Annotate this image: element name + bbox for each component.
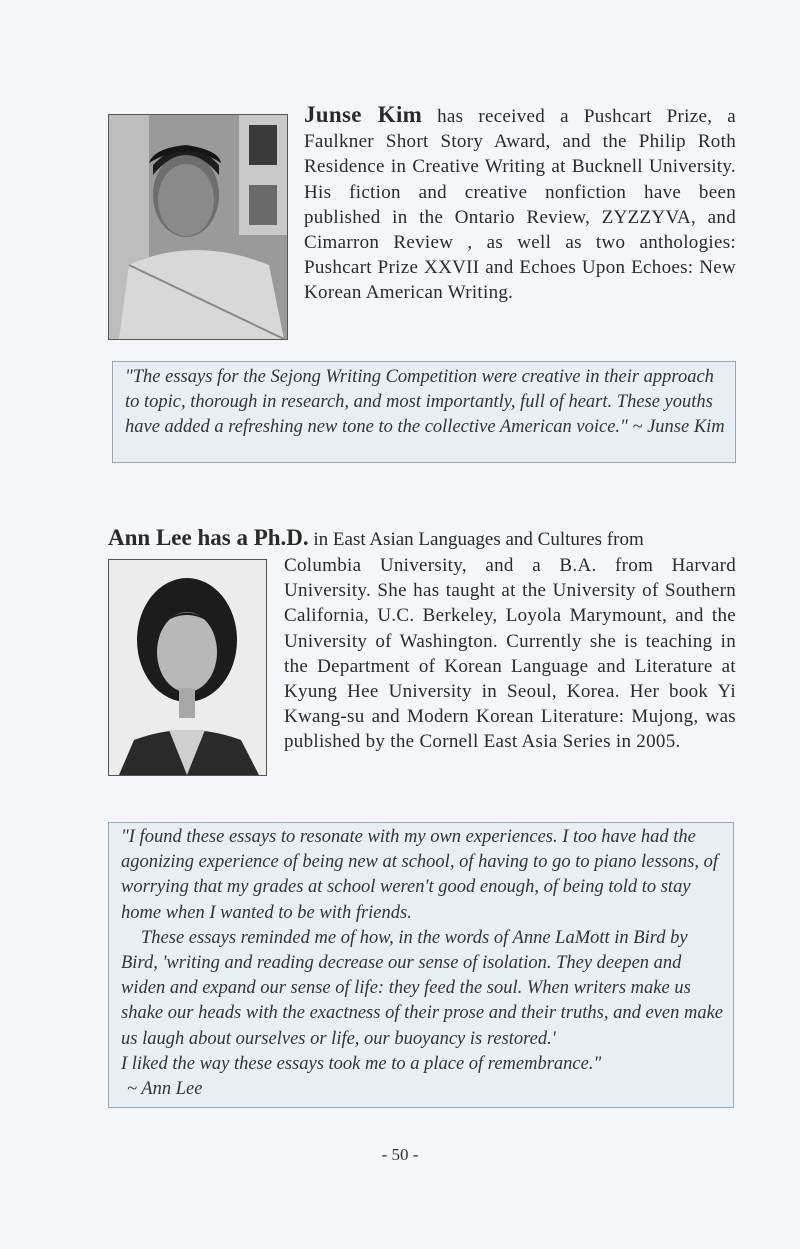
ann-lee-name: Ann Lee has a Ph.D. bbox=[108, 525, 309, 550]
ann-lee-bio bbox=[284, 553, 736, 755]
junse-kim-bio-text: has received a Pushcart Prize, a Faulkner Short Story Award, and the Philip Roth Residence in Creative Writing at Bucknell University. His fiction and creative nonfiction have been published in the Ontario Review, ZYZZYVA, and Cimarron Review , as well as two anthologies: Pushcart Prize XXVII and Echoes Upon Echoes: New Korean American Writing. bbox=[304, 106, 736, 304]
ann-lee-quote-paragraph-3: I liked the way these essays took me to a place of remembrance." bbox=[121, 1053, 602, 1074]
ann-lee-quote-paragraph-1: "I found these essays to resonate with my own experiences. I too have had the agonizing experience of being new at school, of having to go to piano lessons, of worrying that my grades at school weren't good enough, of being told to stay home when I wanted to be with friends. bbox=[121, 827, 719, 923]
junse-kim-bio bbox=[304, 102, 736, 306]
ann-lee-photo bbox=[108, 559, 267, 776]
junse-kim-quote-text: "The essays for the Sejong Writing Competition were creative in their approach to topic, thorough in research, and most importantly, full of heart. These youths have added a refreshing new tone to the collective American voice." ~ Junse Kim bbox=[125, 367, 725, 437]
ann-lee-quote-paragraph-2: These essays reminded me of how, in the words of Anne LaMott in Bird by Bird, 'writing and reading decrease our sense of isolation. They deepen and widen and expand our sense of life: they feed the soul. When writers make us shake our heads with the exactness of their prose and their truths, and even make us laugh about ourselves or life, our buoyancy is restored.' bbox=[121, 927, 723, 1049]
page-number: - 50 - bbox=[381, 1145, 419, 1164]
junse-kim-name: Junse Kim bbox=[304, 102, 423, 127]
ann-lee-quote-box bbox=[108, 822, 734, 1108]
ann-lee-bio-text: Columbia University, and a B.A. from Harvard University. She has taught at the University of Southern California, U.C. Berkeley, Loyola Marymount, and the University of Washington. Currently she is teaching in the Department of Korean Language and Literature at Kyung Hee University in Seoul, Korea. Her book Yi Kwang-su and Modern Korean Literature: Mujong, was published by the Cornell East Asia Series in 2005. bbox=[284, 555, 736, 753]
ann-lee-bio-heading-line bbox=[108, 525, 736, 553]
ann-lee-bio-first-line: in East Asian Languages and Cultures from bbox=[313, 529, 644, 550]
junse-kim-photo bbox=[108, 114, 288, 340]
ann-lee-quote-signature: ~ Ann Lee bbox=[127, 1079, 203, 1100]
junse-kim-quote-box bbox=[112, 361, 736, 463]
